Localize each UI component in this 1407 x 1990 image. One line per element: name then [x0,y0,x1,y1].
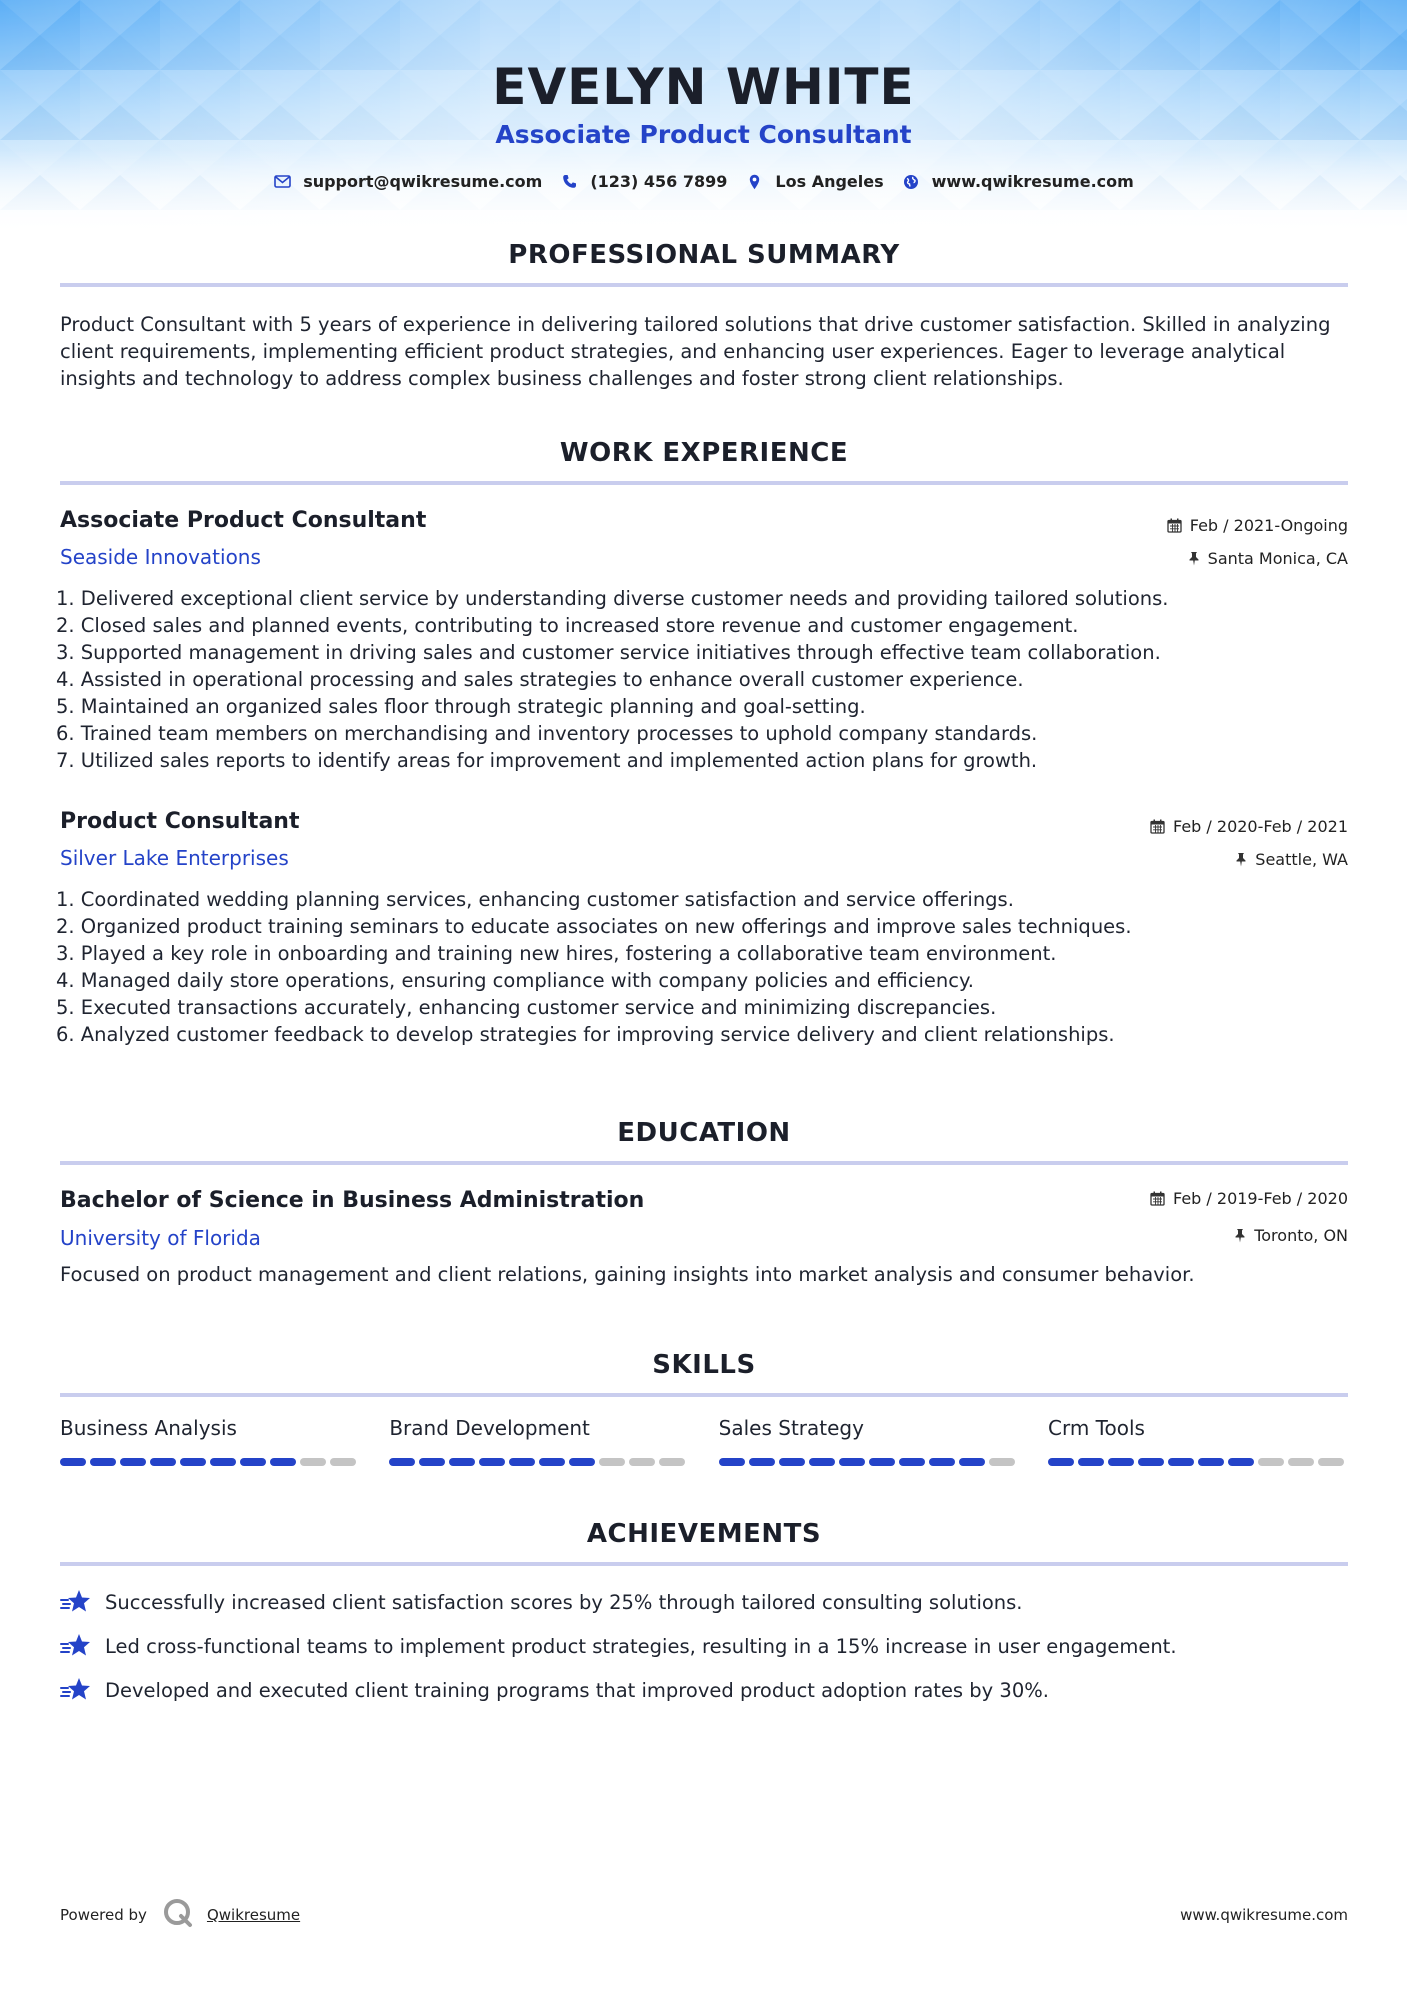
experience-heading: WORK EXPERIENCE [559,438,849,468]
skill-level-segment [539,1458,565,1466]
skill-level-segment [120,1458,146,1466]
skill-name: Business Analysis [60,1416,237,1440]
qwikresume-link[interactable]: Qwikresume [206,1906,301,1924]
skill-level-bar [389,1458,689,1466]
achievements-heading: ACHIEVEMENTS [586,1519,822,1549]
education-divider [60,1161,1348,1165]
skill-level-segment [929,1458,955,1466]
education-dates-text: Feb / 2019-Feb / 2020 [1173,1189,1348,1208]
skill-level-segment [809,1458,835,1466]
skill-level-segment [1168,1458,1194,1466]
list-item: 1. Delivered exceptional client service by understanding diverse customer needs and providing tailored solutions. [56,587,1169,610]
skill-level-bar [60,1458,360,1466]
qwikresume-logo-icon [163,1898,193,1932]
summary-divider [60,283,1348,287]
list-item: 6. Trained team members on merchandising and inventory processes to uphold company standards. [56,722,1038,745]
skill-level-segment [719,1458,745,1466]
list-item: 4. Assisted in operational processing and sales strategies to enhance overall customer experience. [56,668,1024,691]
achievement-item [60,1587,1023,1617]
list-item: 5. Executed transactions accurately, enhancing customer service and minimizing discrepancies. [56,996,997,1019]
education-heading: EDUCATION [617,1118,791,1148]
experience-divider [60,481,1348,485]
contact-location-text: Los Angeles [775,172,884,191]
skill-level-segment [1198,1458,1224,1466]
job-location-text: Seattle, WA [1255,850,1348,869]
skills-divider [60,1393,1348,1397]
pushpin-icon [1234,1228,1246,1243]
achievements-divider [60,1562,1348,1566]
calendar-icon [1150,819,1165,834]
skill-level-segment [389,1458,415,1466]
list-item: 2. Closed sales and planned events, contributing to increased store revenue and customer engagement. [56,614,1079,637]
achievement-text: Successfully increased client satisfaction scores by 25% through tailored consulting solutions. [105,1590,1023,1614]
skill-level-segment [779,1458,805,1466]
list-item: 7. Utilized sales reports to identify areas for improvement and implemented action plans for growth. [56,749,1038,772]
achievement-text: Developed and executed client training programs that improved product adoption rates by 30%. [105,1678,1049,1702]
achievement-item [60,1675,1049,1705]
list-item: 1. Coordinated wedding planning services, enhancing customer satisfaction and service offerings. [56,888,1014,911]
map-pin-icon [745,173,763,191]
job-location [1188,549,1348,568]
contact-email[interactable] [273,172,542,191]
skill-level-segment [629,1458,655,1466]
star-award-icon [60,1631,92,1661]
skill-level-segment [1078,1458,1104,1466]
list-item: 3. Played a key role in onboarding and training new hires, fostering a collaborative team environment. [56,942,1057,965]
skill-level-segment [659,1458,685,1466]
contact-phone[interactable] [560,172,727,191]
skill-name: Brand Development [389,1416,590,1440]
job-dates [1150,817,1348,836]
contact-phone-text: (123) 456 7899 [590,172,728,191]
skill-level-segment [240,1458,266,1466]
skill-level-segment [599,1458,625,1466]
globe-icon [902,173,920,191]
skill-name: Sales Strategy [718,1416,864,1440]
skill-level-bar [719,1458,1019,1466]
job-dates-text: Feb / 2021-Ongoing [1189,516,1348,535]
skill-level-segment [869,1458,895,1466]
summary-text: Product Consultant with 5 years of experience in delivering tailored solutions that drive customer satisfaction. Skilled in analyzing client requirements, implementing efficient product strategies, and enhancing user experiences. Eager to leverage analytical insights and technology to address complex business challenges and foster strong client relationships. [60,313,1331,390]
footer-url[interactable]: www.qwikresume.com [1180,1906,1348,1924]
contact-bar [0,172,1407,191]
skill-level-segment [180,1458,206,1466]
skill-level-segment [1288,1458,1314,1466]
school-name: University of Florida [60,1226,261,1250]
contact-website[interactable] [902,172,1134,191]
skill-level-segment [1318,1458,1344,1466]
pushpin-icon [1235,852,1247,867]
skill-level-segment [60,1458,86,1466]
skill-level-segment [1258,1458,1284,1466]
education-location [1234,1226,1348,1245]
skill-item [60,1416,360,1466]
education-dates [1150,1189,1348,1208]
skill-level-segment [839,1458,865,1466]
skill-level-segment [1108,1458,1134,1466]
job-location [1235,850,1348,869]
skill-item [719,1416,1019,1466]
job-title: Associate Product Consultant [60,508,427,533]
achievement-text: Led cross-functional teams to implement product strategies, resulting in a 15% increase in user engagement. [105,1634,1177,1658]
powered-by-label: Powered by [60,1906,147,1924]
skill-level-segment [150,1458,176,1466]
header-background [0,0,1407,235]
skill-level-segment [1138,1458,1164,1466]
company-name: Silver Lake Enterprises [60,846,289,870]
skill-level-segment [899,1458,925,1466]
calendar-icon [1150,1191,1165,1206]
degree-title: Bachelor of Science in Business Administration [60,1188,645,1213]
job-title: Product Consultant [60,809,300,834]
phone-icon [560,173,578,191]
skill-level-segment [959,1458,985,1466]
star-award-icon [60,1675,92,1705]
skill-level-segment [1048,1458,1074,1466]
skill-level-segment [569,1458,595,1466]
education-location-text: Toronto, ON [1254,1226,1348,1245]
skill-level-bar [1048,1458,1348,1466]
skill-name: Crm Tools [1047,1416,1145,1440]
job-dates-text: Feb / 2020-Feb / 2021 [1173,817,1348,836]
skill-level-segment [449,1458,475,1466]
education-description: Focused on product management and client relations, gaining insights into market analysis and consumer behavior. [60,1263,1195,1286]
skill-level-segment [419,1458,445,1466]
list-item: 5. Maintained an organized sales floor through strategic planning and goal-setting. [56,695,866,718]
skills-heading: SKILLS [652,1350,756,1380]
pushpin-icon [1188,551,1200,566]
skill-level-segment [989,1458,1015,1466]
skill-level-segment [270,1458,296,1466]
list-item: 2. Organized product training seminars to educate associates on new offerings and improve sales techniques. [56,915,1132,938]
calendar-icon [1167,518,1182,533]
skill-item [1048,1416,1348,1466]
skill-level-segment [90,1458,116,1466]
job-bullets [56,585,1346,774]
skill-level-segment [330,1458,356,1466]
contact-email-text: support@qwikresume.com [303,172,543,191]
envelope-icon [273,173,291,191]
skill-level-segment [479,1458,505,1466]
skill-level-segment [300,1458,326,1466]
list-item: 3. Supported management in driving sales and customer service initiatives through effective team collaboration. [56,641,1161,664]
contact-location [745,172,883,191]
skills-list [60,1416,1348,1466]
skill-level-segment [749,1458,775,1466]
summary-heading: PROFESSIONAL SUMMARY [508,240,900,270]
candidate-role: Associate Product Consultant [495,120,912,149]
job-dates [1167,516,1348,535]
job-location-text: Santa Monica, CA [1207,549,1348,568]
footer-powered-by [60,1898,300,1932]
star-award-icon [60,1587,92,1617]
candidate-name: EVELYN WHITE [492,58,915,116]
skill-level-segment [1228,1458,1254,1466]
job-bullets [56,886,1346,1048]
achievement-item [60,1631,1177,1661]
skill-level-segment [210,1458,236,1466]
list-item: 4. Managed daily store operations, ensuring compliance with company policies and efficiency. [56,969,974,992]
contact-website-text: www.qwikresume.com [931,172,1134,191]
company-name: Seaside Innovations [60,545,261,569]
skill-level-segment [509,1458,535,1466]
list-item: 6. Analyzed customer feedback to develop strategies for improving service delivery and client relationships. [56,1023,1115,1046]
skill-item [389,1416,689,1466]
